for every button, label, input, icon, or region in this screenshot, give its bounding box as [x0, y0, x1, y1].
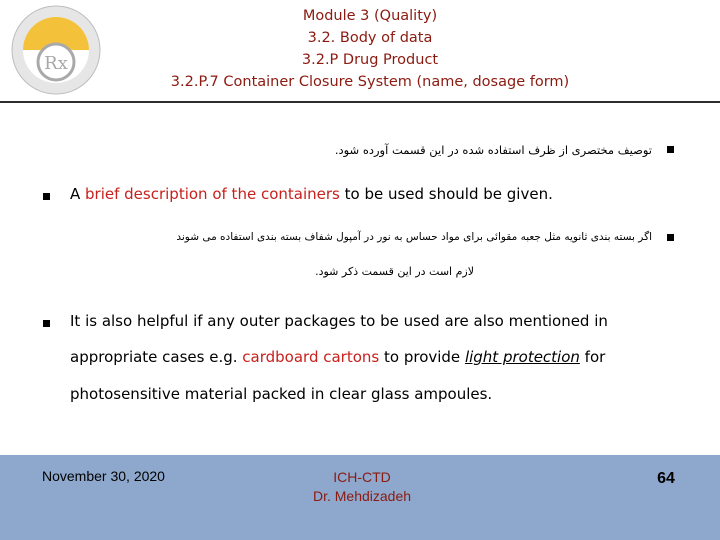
- footer-author: [262, 468, 462, 506]
- text-run: to provide: [379, 348, 465, 366]
- text-run: A: [70, 185, 86, 203]
- title-line-body: 3.2. Body of data: [307, 30, 433, 46]
- persian-paragraph-2-line-1: اگر بسته بندی ثانویه مثل جعبه مقوائی برای مواد حساس به نور در آمپول شفاف بسته بندی استفاده می شوند: [176, 231, 652, 243]
- highlighted-phrase: brief description of the containers: [85, 185, 340, 203]
- logo-mark: Rx: [44, 53, 68, 74]
- slide-title: [120, 5, 620, 93]
- highlighted-phrase: cardboard cartons: [242, 348, 380, 366]
- page-number: 64: [657, 470, 675, 487]
- english-paragraph-2-line-3: photosensitive material packed in clear glass ampoules.: [70, 385, 493, 403]
- english-paragraph-1: [70, 185, 553, 203]
- footer-presenter: Dr. Mehdizadeh: [312, 488, 412, 504]
- bullet-marker: [667, 234, 674, 241]
- footer-date: November 30, 2020: [42, 468, 165, 484]
- institute-logo: [10, 4, 102, 96]
- header-divider: [0, 101, 720, 103]
- english-paragraph-2-line-1: It is also helpful if any outer packages to be used are also mentioned in: [70, 312, 608, 330]
- title-line-module: Module 3 (Quality): [302, 8, 438, 24]
- title-line-section: 3.2.P.7 Container Closure System (name, dosage form): [170, 74, 570, 90]
- text-run: to be used should be given.: [339, 185, 553, 203]
- persian-paragraph-1: توصیف مختصری از ظرف استفاده شده در این قسمت آورده شود.: [334, 143, 652, 157]
- persian-paragraph-2-line-2: لازم است در این قسمت ذکر شود.: [315, 265, 474, 278]
- title-line-product: 3.2.P Drug Product: [301, 52, 439, 68]
- text-run: for: [579, 348, 606, 366]
- bullet-marker: [43, 320, 50, 327]
- english-paragraph-2-line-2: [70, 348, 605, 366]
- bullet-marker: [667, 146, 674, 153]
- underlined-phrase: light protection: [464, 348, 580, 366]
- footer-course: ICH-CTD: [333, 469, 391, 485]
- bullet-marker: [43, 193, 50, 200]
- text-run: appropriate cases e.g.: [70, 348, 243, 366]
